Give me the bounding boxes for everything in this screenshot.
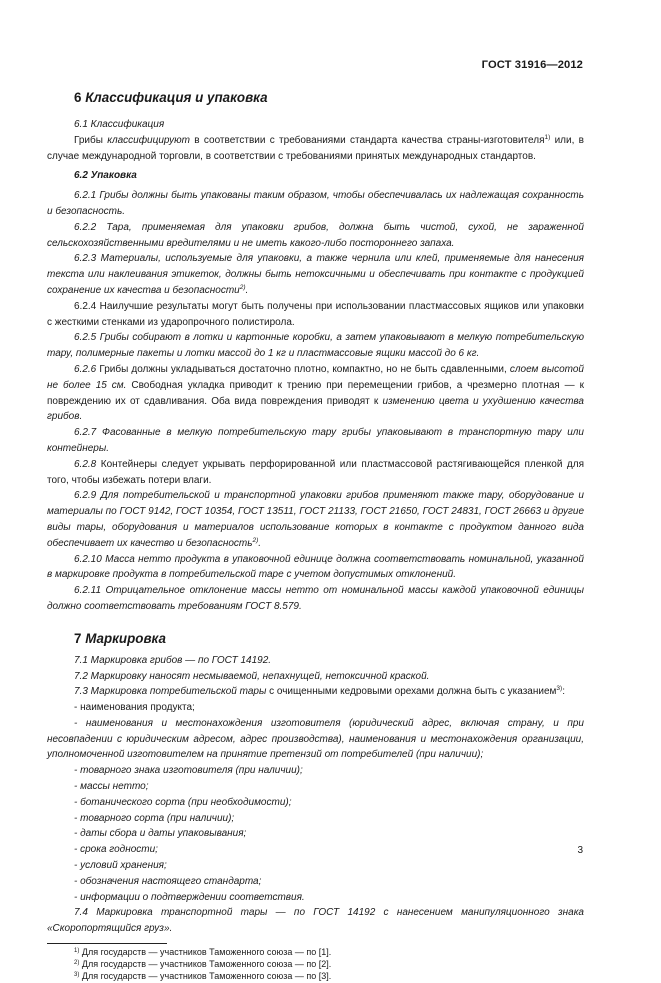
footnote-ref: 2) — [252, 536, 259, 544]
paragraph-6-2-8 — [47, 457, 584, 489]
paragraph-6-2-7: 6.2.7 Фасованные в мелкую потребительскую тару грибы упаковывают в транспортную тару или контейнеры. — [47, 427, 584, 454]
footnote-ref: 3) — [556, 685, 563, 693]
text-run: классифицируют — [107, 134, 190, 146]
footnote-text: Для государств — участников Таможенного союза — по [2]. — [79, 959, 332, 970]
text-run: 7.3 Маркировка потребительской тары — [74, 686, 267, 698]
list-item: - наименования продукта; — [74, 702, 195, 714]
list-item: - даты сбора и даты упаковывания; — [74, 828, 247, 840]
footnote-mark: 2) — [74, 960, 80, 967]
standard-header: ГОСТ 31916—2012 — [481, 59, 583, 71]
subsection-6-1-title: 6.1 Классификация — [74, 119, 165, 130]
footnote-text: Для государств — участников Таможенного союза — по [1]. — [79, 947, 332, 958]
paragraph-6-2-9 — [47, 488, 584, 551]
paragraph-7-2: 7.2 Маркировку наносят несмываемой, непахнущей, нетоксичной краской. — [74, 670, 430, 682]
subsection-6-2-title: 6.2 Упаковка — [74, 170, 137, 182]
paragraph-6-2-6 — [47, 362, 584, 425]
page-number: 3 — [577, 845, 583, 856]
text-run: : — [562, 686, 565, 698]
text-run: . — [258, 537, 262, 549]
text-run: 6.2.3 Материалы, используемые для упаковки, а также чернила или клей, применяемые для нанесения текста или наклеивания этикеток, должны быть нетоксичными и обеспечивать при контакте с продукцией сохранение их качества и безопасности — [47, 253, 584, 296]
text-run: 6.2.9 Для потребительской и транспортной упаковки грибов применяют также тару, оборудование и материалы по ГОСТ 9142, ГОСТ 10354, ГОСТ 13511, ГОСТ 21133, ГОСТ 21650, ГОСТ 24831, ГОСТ 26663 и другие виды тары, оборудования и материалов использование которых в контакте с продуктом данного вида обеспечивает их качество и безопасность — [47, 490, 585, 549]
text-run: 6.2.6 — [74, 363, 100, 375]
paragraph-6-2-11: 6.2.11 Отрицательное отклонение массы нетто от номинальной массы каждой упаковочной единицы должно соответствовать требованиям ГОСТ 8.579. — [47, 585, 584, 612]
list-item: - товарного сорта (при наличии); — [74, 812, 235, 824]
list-item: - срока годности; — [74, 844, 158, 856]
paragraph-7-4: 7.4 Маркировка транспортной тары — по ГОСТ 14192 с нанесением манипуляционного знака «Скоропортящийся груз». — [47, 907, 584, 935]
paragraph-6-1 — [47, 133, 584, 165]
footnote — [47, 946, 584, 958]
footnote-divider — [47, 943, 167, 944]
footnote-mark: 1) — [74, 948, 80, 955]
text-run: Свободная укладка приводит к трению при перемещении грибов, а чрезмерно плотная — к повреждению их от сдавливания. Оба вида повреждения приводят к — [47, 379, 584, 407]
section-title: Классификация и упаковка — [85, 90, 268, 105]
page-content — [47, 88, 584, 983]
paragraph-7-1: 7.1 Маркировка грибов — по ГОСТ 14192. — [74, 654, 272, 666]
footnote — [47, 970, 584, 982]
section-7-heading — [47, 629, 584, 649]
text-run: изменению цвета и ухудшению качества грибов. — [47, 395, 584, 423]
list-item: - информации о подтверждении соответствия. — [74, 891, 305, 903]
paragraph-6-2-3 — [47, 251, 584, 298]
footnote-ref: 2) — [239, 283, 246, 291]
paragraph-6-2-1: 6.2.1 Грибы должны быть упакованы таким образом, чтобы обеспечивалась их надлежащая сохранность и безопасность. — [47, 190, 584, 217]
paragraph-7-3 — [47, 684, 584, 700]
list-item: - обозначения настоящего стандарта; — [74, 875, 262, 887]
list-item: - ботанического сорта (при необходимости); — [74, 796, 292, 808]
footnote-ref: 1) — [544, 133, 551, 141]
footnote-mark: 3) — [74, 972, 80, 979]
list-item: - товарного знака изготовителя (при наличии); — [74, 765, 303, 777]
section-6-heading — [47, 88, 584, 108]
paragraph-6-2-10: 6.2.10 Масса нетто продукта в упаковочной единице должна соответствовать номинальной, указанной в маркировке продукта в потребительской таре с учетом допустимых отклонений. — [47, 553, 584, 581]
text-run: . — [245, 284, 249, 296]
footnote-text: Для государств — участников Таможенного союза — по [3]. — [79, 971, 332, 982]
section-number: 6 — [74, 90, 82, 105]
list-item: - условий хранения; — [74, 860, 167, 872]
section-title: Маркировка — [85, 630, 166, 646]
footnote — [47, 958, 584, 970]
list-item: - массы нетто; — [74, 781, 149, 793]
paragraph-6-2-4: 6.2.4 Наилучшие результаты могут быть получены при использовании пластмассовых ящиков или упаковки с жесткими стенками из ударопрочного полистирола. — [47, 300, 584, 328]
text-run: Грибы должны укладываться достаточно плотно, компактно, но не быть сдавленными, — [99, 363, 510, 375]
text-run: слоем высотой не более 15 см. — [47, 363, 584, 391]
text-run: с очищенными кедровыми орехами должна быть с указанием — [266, 686, 557, 698]
paragraph-6-2-5: 6.2.5 Грибы собирают в лотки и картонные коробки, а затем упаковывают в мелкую потребительскую тару, полимерные пакеты и лотки массой до 1 кг и пластмассовые ящики массой до 6 кг. — [47, 332, 584, 360]
text-run: 6.2.8 — [74, 458, 97, 470]
text-run: или, в случае международной торговли, в соответствии с требованиями принятых международных стандартов. — [47, 134, 584, 162]
list-item: - наименования и местонахождения изготовителя (юридический адрес, включая страну, и при несовпадении с юридическим адресом, адрес производства), наименования и местонахождения организации, уполномоченной изготовителем на принятие претензий от потребителей (при наличии); — [47, 717, 584, 761]
paragraph-6-2-2: 6.2.2 Тара, применяемая для упаковки грибов, должна быть чистой, сухой, не зараженной сельскохозяйственными вредителями и не иметь какого-либо постороннего запаха. — [47, 221, 584, 249]
text-run: Грибы — [74, 134, 108, 146]
text-run: Контейнеры следует укрывать перфорированной или пластмассовой растягивающейся пленкой для того, чтобы избежать потери влаги. — [47, 458, 584, 486]
section-number: 7 — [74, 630, 82, 646]
text-run: в соответствии с требованиями стандарта качества страны-изготовителя — [189, 134, 545, 146]
